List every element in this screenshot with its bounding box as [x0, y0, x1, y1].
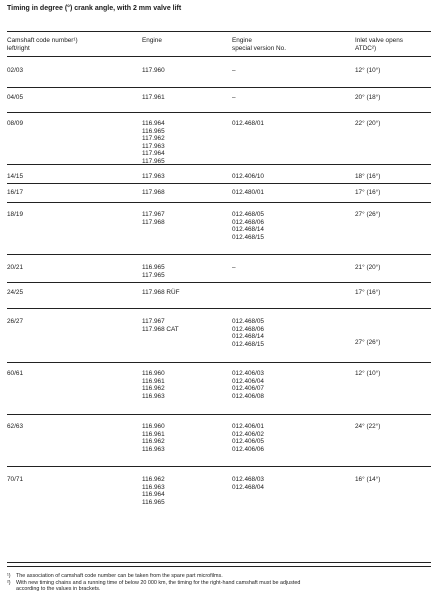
engine-cell-line: 117.960	[142, 67, 165, 74]
header-camshaft-line-1: Camshaft code number¹)	[7, 37, 78, 44]
special-version-cell-line: 012.480/01	[232, 189, 264, 196]
special-version-cell-line: 012.406/10	[232, 173, 264, 180]
engine-cell-line: 117.963	[142, 173, 165, 180]
special-version-cell-line: 012.406/01	[232, 423, 264, 430]
engine-cell-line: 117.967	[142, 211, 165, 218]
engine-cell	[142, 173, 165, 181]
row-separator	[7, 164, 431, 165]
row-separator	[7, 562, 431, 563]
camshaft-code-cell: 24/25	[7, 289, 23, 296]
camshaft-code-cell: 26/27	[7, 318, 23, 325]
engine-cell-line: 117.963	[142, 142, 165, 150]
inlet-valve-cell: 12° (10°)	[355, 67, 381, 74]
engine-cell-line: 116.963	[142, 445, 165, 453]
special-version-cell	[232, 67, 236, 75]
engine-cell	[142, 318, 179, 333]
table-title: Timing in degree (°) crank angle, with 2 mm valve lift	[7, 5, 182, 12]
engine-cell-line: 116.962	[142, 476, 165, 483]
engine-cell	[142, 264, 165, 279]
camshaft-code-cell: 60/61	[7, 370, 23, 377]
special-version-cell	[232, 173, 264, 181]
special-version-cell	[232, 370, 264, 400]
engine-cell	[142, 423, 165, 453]
header-inlet-valve	[355, 37, 403, 52]
header-special-version	[232, 37, 286, 52]
camshaft-code-cell: 04/05	[7, 94, 23, 101]
row-separator	[7, 87, 431, 88]
row-separator	[7, 308, 431, 309]
engine-cell-line: 117.968	[142, 218, 165, 226]
inlet-valve-cell: 18° (16°)	[355, 173, 381, 180]
special-version-cell	[232, 211, 264, 241]
camshaft-code-cell: 62/63	[7, 423, 23, 430]
special-version-cell-line: 012.468/15	[232, 340, 264, 348]
header-engine	[142, 37, 162, 45]
table-bottom-rule	[7, 566, 431, 567]
inlet-valve-cell: 21° (20°)	[355, 264, 381, 271]
engine-cell	[142, 476, 165, 506]
inlet-valve-cell: 12° (10°)	[355, 370, 381, 377]
engine-cell	[142, 67, 165, 75]
special-version-cell-line: 012.406/07	[232, 385, 264, 393]
special-version-cell-line: 012.468/03	[232, 476, 264, 483]
special-version-cell-line: 012.406/06	[232, 445, 264, 453]
engine-cell-line: 116.960	[142, 423, 165, 430]
special-version-cell-line: 012.468/15	[232, 233, 264, 241]
engine-cell	[142, 211, 165, 226]
special-version-cell-line: –	[232, 264, 236, 271]
row-separator	[7, 202, 431, 203]
row-separator	[7, 112, 431, 113]
engine-cell-line: 117.968 CAT	[142, 325, 179, 333]
special-version-cell	[232, 120, 264, 128]
camshaft-code-cell: 02/03	[7, 67, 23, 74]
engine-cell-line: 116.962	[142, 385, 165, 393]
header-engine-label: Engine	[142, 37, 162, 44]
special-version-cell-line: 012.468/14	[232, 226, 264, 234]
footnote-2-text: With new timing chains and a running time of below 20 000 km, the timing for the right-hand camshaft must be adjusted	[16, 580, 301, 586]
row-separator	[7, 466, 431, 467]
footnote-2-mark: ²)	[7, 580, 11, 586]
engine-cell-line: 116.964	[142, 491, 165, 499]
special-version-cell-line: 012.468/05	[232, 318, 264, 325]
engine-cell-line: 116.962	[142, 438, 165, 446]
header-special-line-2: special version No.	[232, 44, 286, 52]
footnote-2	[7, 580, 431, 593]
camshaft-code-cell: 18/19	[7, 211, 23, 218]
inlet-valve-cell: 17° (16°)	[355, 189, 381, 196]
engine-cell-line: 117.961	[142, 94, 165, 101]
header-camshaft	[7, 37, 78, 52]
engine-cell-line: 117.968 RÜF	[142, 289, 180, 296]
footnote-1-mark: ¹)	[7, 573, 11, 579]
special-version-cell-line: –	[232, 67, 236, 74]
special-version-cell-line: 012.406/08	[232, 392, 264, 400]
engine-cell-line: 117.964	[142, 150, 165, 158]
header-special-line-1: Engine	[232, 37, 252, 44]
engine-cell	[142, 289, 180, 297]
camshaft-code-cell: 20/21	[7, 264, 23, 271]
engine-cell-line: 116.961	[142, 430, 165, 438]
row-separator	[7, 414, 431, 415]
footnote-1	[7, 573, 431, 579]
camshaft-code-cell: 14/15	[7, 173, 23, 180]
inlet-valve-cell: 24° (22°)	[355, 423, 381, 430]
header-inlet-line-1: Inlet valve opens	[355, 37, 403, 44]
special-version-cell	[232, 476, 264, 491]
engine-cell-line: 116.965	[142, 498, 165, 506]
engine-cell-line: 117.965	[142, 157, 165, 165]
engine-cell	[142, 94, 165, 102]
footnote-2-continuation: according to the values in brackets.	[16, 586, 101, 593]
row-separator	[7, 362, 431, 363]
camshaft-code-cell: 70/71	[7, 476, 23, 483]
header-camshaft-line-2: left/right	[7, 44, 30, 52]
special-version-cell-line: 012.468/14	[232, 333, 264, 341]
special-version-cell-line: 012.468/05	[232, 211, 264, 218]
special-version-cell-line: 012.406/05	[232, 438, 264, 446]
special-version-cell-line: 012.406/03	[232, 370, 264, 377]
engine-cell	[142, 189, 165, 197]
special-version-cell-line: 012.468/06	[232, 325, 264, 333]
special-version-cell	[232, 94, 236, 102]
engine-cell-line: 117.967	[142, 318, 165, 325]
engine-cell-line: 116.963	[142, 483, 165, 491]
engine-cell-line: 116.965	[142, 127, 165, 135]
special-version-cell	[232, 318, 264, 348]
header-top-rule	[7, 31, 431, 32]
header-bottom-rule	[7, 56, 431, 57]
special-version-cell-line: –	[232, 94, 236, 101]
special-version-cell	[232, 189, 264, 197]
header-inlet-line-2: ATDC²)	[355, 44, 377, 52]
special-version-cell-line: 012.468/01	[232, 120, 264, 127]
engine-cell	[142, 370, 165, 400]
row-separator	[7, 254, 431, 255]
engine-cell-line: 116.965	[142, 264, 165, 271]
special-version-cell-line: 012.468/04	[232, 483, 264, 491]
engine-cell-line: 116.961	[142, 377, 165, 385]
inlet-valve-cell: 22° (20°)	[355, 120, 381, 127]
camshaft-code-cell: 16/17	[7, 189, 23, 196]
inlet-valve-cell: 20° (18°)	[355, 94, 381, 101]
special-version-cell-line: 012.406/02	[232, 430, 264, 438]
inlet-valve-cell: 27° (26°)	[355, 339, 381, 346]
engine-cell-line: 117.965	[142, 271, 165, 279]
footnote-1-text: The association of camshaft code number can be taken from the spare part microfilms.	[16, 573, 223, 579]
inlet-valve-cell: 16° (14°)	[355, 476, 381, 483]
engine-cell-line: 116.964	[142, 120, 165, 127]
special-version-cell	[232, 423, 264, 453]
engine-cell-line: 117.968	[142, 189, 165, 196]
special-version-cell	[232, 264, 236, 272]
inlet-valve-cell: 17° (16°)	[355, 289, 381, 296]
engine-cell-line: 117.962	[142, 135, 165, 143]
engine-cell	[142, 120, 165, 166]
row-separator	[7, 282, 431, 283]
engine-cell-line: 116.963	[142, 392, 165, 400]
row-separator	[7, 183, 431, 184]
inlet-valve-cell: 27° (26°)	[355, 211, 381, 218]
engine-cell-line: 116.960	[142, 370, 165, 377]
special-version-cell-line: 012.468/06	[232, 218, 264, 226]
camshaft-code-cell: 08/09	[7, 120, 23, 127]
special-version-cell-line: 012.406/04	[232, 377, 264, 385]
